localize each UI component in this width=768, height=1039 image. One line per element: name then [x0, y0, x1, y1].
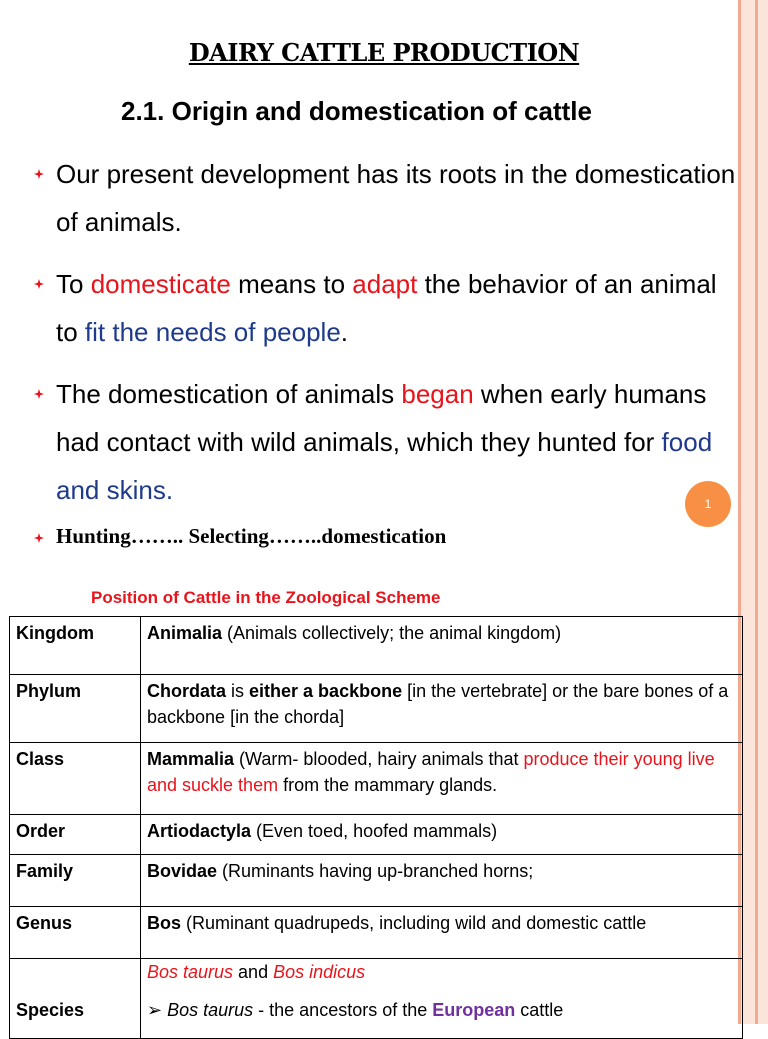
bullet-paragraph: The domestication of animals began when early humans had contact with wild animals, which they hunted for food and skins. — [56, 379, 713, 505]
diamond-bullet-icon — [34, 533, 44, 543]
rank-description: Bovidae (Ruminants having up-branched horns; — [141, 855, 743, 907]
table-row — [10, 675, 743, 743]
rank-description: Animalia (Animals collectively; the animal kingdom) — [141, 617, 743, 675]
diamond-bullet-icon — [34, 169, 44, 179]
table-row — [10, 907, 743, 959]
rank-label: Phylum — [10, 675, 141, 743]
diamond-bullet-icon — [34, 279, 44, 289]
border-stripe — [741, 0, 755, 1024]
rank-label: Class — [10, 743, 141, 815]
rank-description: Chordata is either a backbone [in the vertebrate] or the bare bones of a backbone [in the chorda] — [141, 675, 743, 743]
border-stripe — [758, 0, 768, 1024]
species-line: ➢ Bos taurus - the ancestors of the European cattle — [147, 1000, 564, 1020]
rank-label: Family — [10, 855, 141, 907]
rank-label: Order — [10, 815, 141, 855]
page-title: DAIRY CATTLE PRODUCTION — [188, 38, 580, 67]
bullet-paragraph: To domesticate means to adapt the behavior of an animal to fit the needs of people. — [56, 269, 717, 347]
table-row — [10, 617, 743, 675]
table-row — [10, 855, 743, 907]
bullet-paragraph: Our present development has its roots in the domestication of animals. — [56, 159, 736, 237]
page-number-badge: 1 — [685, 481, 731, 527]
zoological-table — [9, 616, 743, 1039]
rank-description: Mammalia (Warm- blooded, hairy animals that produce their young live and suckle them from the mammary glands. — [141, 743, 743, 815]
section-heading: 2.1. Origin and domestication of cattle — [121, 96, 592, 126]
diamond-bullet-icon — [34, 389, 44, 399]
rank-label: Species — [10, 959, 141, 1039]
rank-label: Genus — [10, 907, 141, 959]
rank-description: Artiodactyla (Even toed, hoofed mammals) — [141, 815, 743, 855]
table-title: Position of Cattle in the Zoological Scheme — [91, 588, 441, 607]
arrow-bullet-icon: ➢ — [147, 1000, 163, 1020]
table-row — [10, 743, 743, 815]
table-row — [10, 959, 743, 1039]
table-row — [10, 815, 743, 855]
rank-description — [141, 959, 743, 1039]
rank-description: Bos (Ruminant quadrupeds, including wild and domestic cattle — [141, 907, 743, 959]
hunting-sequence: Hunting…….. Selecting……..domestication — [56, 524, 447, 548]
species-line: Bos taurus and Bos indicus — [147, 962, 366, 982]
rank-label: Kingdom — [10, 617, 141, 675]
